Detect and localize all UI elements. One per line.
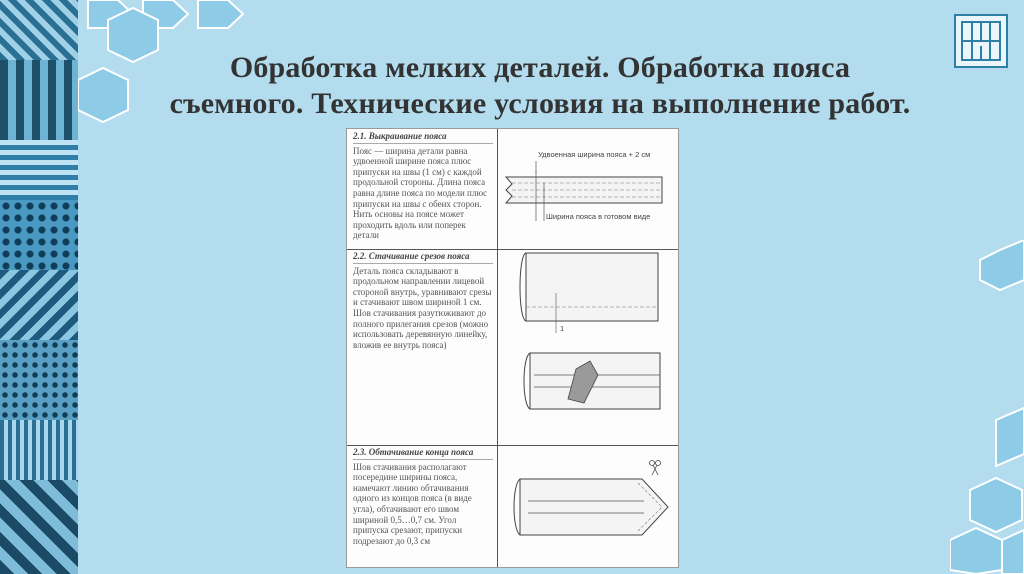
figure-label-number: 1 [560,324,565,333]
table-row [347,445,678,567]
section-text: Шов стачивания располагают посередине ширины пояса, намечают линию обтачивания одного из концов пояса (в виде угла), обтачивают его швом шириной 0,5…0,7 см. Угол припуска срезают, припуски подрезают до 0,3 см [353,461,472,546]
section-heading: 2.2. Стачивание срезов пояса [353,251,493,264]
section-heading: 2.1. Выкраивание пояса [353,131,493,144]
scissors-icon [650,461,661,476]
instruction-table [346,128,679,568]
slide-title-line-1: Обработка мелких деталей. Обработка пояса [229,51,851,84]
section-text-cell [347,249,498,445]
slide-title [110,50,970,122]
figure-label-bottom: Ширина пояса в готовом виде [546,212,651,221]
figure-label-top: Удвоенная ширина пояса + 2 см [538,150,651,159]
figure-cell [498,445,678,567]
table-row [347,249,678,446]
belt-cutting-figure [498,129,678,249]
decorative-cubes-right [950,240,1024,574]
section-heading: 2.3. Обтачивание конца пояса [353,447,493,460]
section-text-cell [347,445,498,567]
belt-stitching-figure [498,249,678,445]
figure-cell [498,129,678,249]
belt-end-figure [498,445,678,567]
section-text: Деталь пояса складывают в продольном направлении лицевой стороной внутрь, уравнивают срезы и стачивают швом шириной 1 см. Шов стачивания разутюживают до полного прилегания срезов (можно использовать деревянную линейку, вложив ее внутрь пояса) [353,265,492,350]
section-text-cell [347,129,498,249]
slide-title-line-2: съемного. Технические условия на выполнение работ. [169,87,911,120]
section-text: Пояс — ширина детали равна удвоенной ширине пояса плюс припуски на швы (1 см) с каждой продольной стороны. Длина пояса равна длине пояса по модели плюс припуски на швы с обеих сторон. Нить основы на поясе может проходить вдоль или поперек детали [353,145,488,241]
decorative-pattern-strip [0,0,78,574]
table-row [347,129,678,250]
figure-cell [498,249,678,445]
